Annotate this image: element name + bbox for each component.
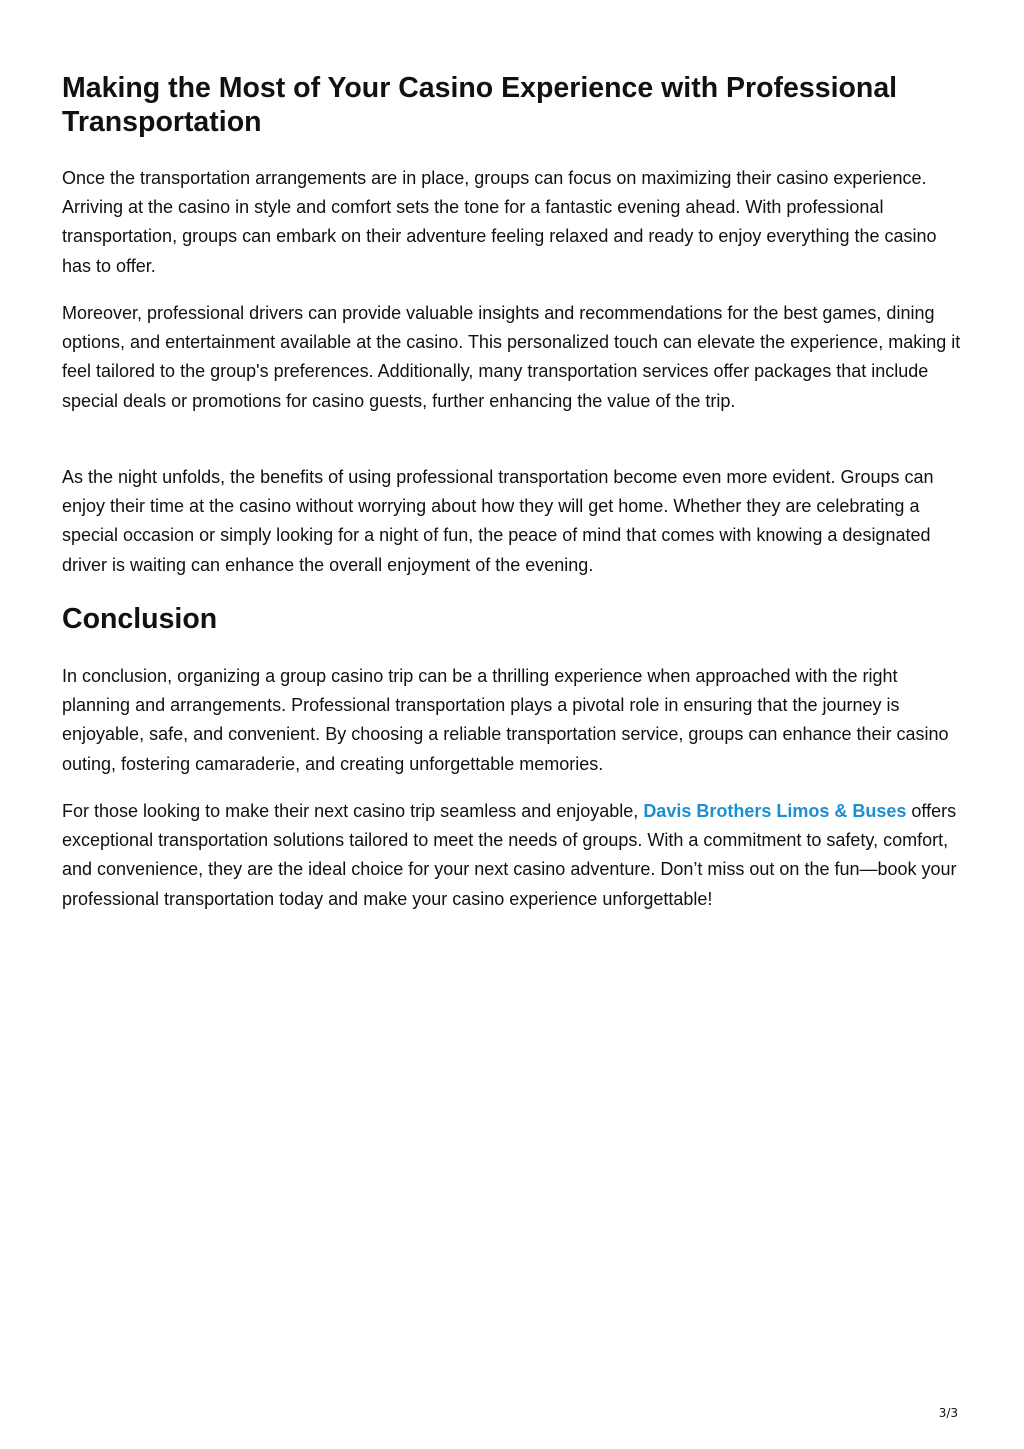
body-paragraph: Once the transportation arrangements are in place, groups can focus on maximizing their casino experience. Arriving at the casino in style and comfort sets the tone for a fantastic evening ahead. With professional transportation, groups can embark on their adventure feeling relaxed and ready to enjoy everything the casino has to offer. [62,168,937,276]
body-paragraph: As the night unfolds, the benefits of using professional transportation become even more evident. Groups can enjoy their time at the casino without worrying about how they will get home. Whether they are celebrating a special occasion or simply looking for a night of fun, the peace of mind that comes with knowing a designated driver is waiting can enhance the overall enjoyment of the evening. [62,467,934,575]
paragraph-text-after-link: offers exceptional transportation solutions tailored to meet the needs of groups. With a commitment to safety, comfort, and convenience, they are the ideal choice for your next casino adventure. Don’t miss out on the fun—book your professional transportation today and make your casino experience unforgettable! [62,801,957,909]
section-heading-conclusion: Conclusion [62,603,218,635]
davis-brothers-link[interactable]: Davis Brothers Limos & Buses [643,801,907,821]
conclusion-paragraph-with-link [62,797,967,914]
page-number: 3/3 [938,1406,958,1420]
section-heading-casino-experience: Making the Most of Your Casino Experience with Professional Transportation [62,72,898,138]
paragraph-text-before-link: For those looking to make their next casino trip seamless and enjoyable, [62,801,644,821]
body-paragraph: Moreover, professional drivers can provide valuable insights and recommendations for the best games, dining options, and entertainment available at the casino. This personalized touch can elevate the experience, making it feel tailored to the group's preferences. Additionally, many transportation services offer packages that include special deals or promotions for casino guests, further enhancing the value of the trip. [62,303,961,411]
conclusion-paragraph: In conclusion, organizing a group casino trip can be a thrilling experience when approached with the right planning and arrangements. Professional transportation plays a pivotal role in ensuring that the journey is enjoyable, safe, and convenient. By choosing a reliable transportation service, groups can enhance their casino outing, fostering camaraderie, and creating unforgettable memories. [62,666,949,774]
